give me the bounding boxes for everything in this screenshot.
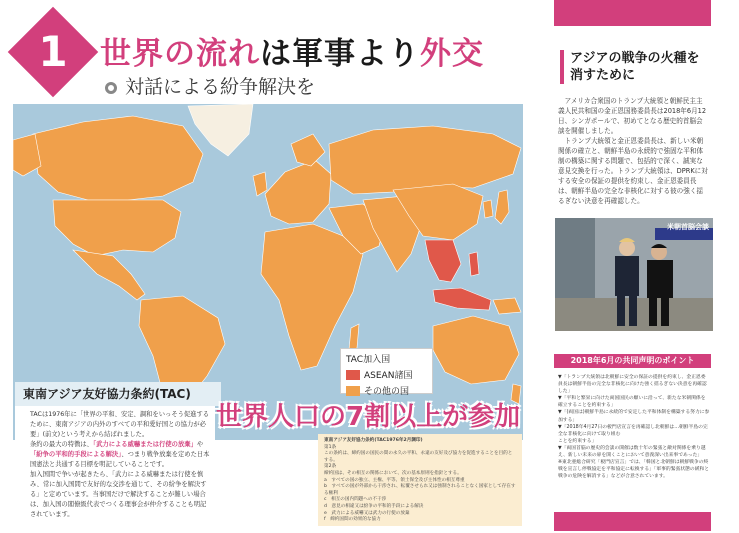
legend-label-asean: ASEAN諸国 xyxy=(364,371,413,381)
treaty-item: e 武力による威嚇又は武力の行使の放棄 xyxy=(324,510,410,516)
legend-swatch-other xyxy=(346,386,360,396)
russia-shape xyxy=(329,126,521,194)
treaty-item: d 意見の相違又は紛争の平和的手段による解決 xyxy=(324,503,424,509)
right-bottom-bar xyxy=(554,512,711,531)
section-number: 1 xyxy=(38,27,68,76)
title-part2: は軍事より xyxy=(260,36,420,72)
right-title-line-1: アジアの戦争の火種を xyxy=(570,51,700,66)
points-heading: 2018年6月の共同声明のポイント xyxy=(554,354,711,368)
summit-photo-graphic xyxy=(555,218,713,331)
page-subtitle xyxy=(105,72,315,99)
title-part1: 世界の流れ xyxy=(100,36,260,72)
tac-p2-c: や xyxy=(196,441,204,448)
points-item: ▼「(両国は)朝鮮半島に永続的で安定した平和体制を構築する努力に参加する」 xyxy=(558,410,710,423)
treaty-chapter-2: 第2条 xyxy=(324,464,337,470)
europe-shape xyxy=(265,160,331,224)
treaty-item: f 締約国間の効果的な協力 xyxy=(324,517,381,523)
treaty-text-1: この条約は、締約国の国民の間の永久の平和、永遠の友好及び協力を促進することを目的とする。 xyxy=(324,451,513,463)
asean-islands-shape xyxy=(433,288,491,310)
mexico-shape xyxy=(73,250,145,300)
legend-label-other: その他の国 xyxy=(364,387,410,397)
tac-heading: 東南アジア友好協力条約(TAC) xyxy=(15,382,221,406)
map-legend xyxy=(340,348,433,397)
tac-p2-highlight-2: 「紛争の平和的手段による解決」 xyxy=(30,451,122,458)
treaty-item: a すべての国の独立、主権、平等、領土保全及び主体性の相互尊重 xyxy=(324,477,465,483)
right-top-bar xyxy=(554,0,711,26)
points-item: ▼「両国首脳の歴史的会談の開催は数十年の緊張と敵対関係を乗り越え、新しい未来の扉を開くことにおいて意義深い出来事であった」 xyxy=(558,445,706,459)
ring-bullet-icon xyxy=(105,82,117,94)
madagascar-shape xyxy=(349,324,359,350)
papua-shape xyxy=(493,298,521,314)
tac-paragraph-1: TACは1976年に「世界の平和、安定、調和をいっそう促進するために、東南アジアの内外のすべての平和愛好国との協力が必要」(前文)という考えから結ばれました。 xyxy=(30,411,210,438)
tac-p2-highlight-1: 「武力による威嚇または行使の放棄」 xyxy=(92,441,197,448)
title-part3: 外交 xyxy=(420,36,484,72)
korea-shape xyxy=(483,200,493,218)
tac-p2-a: 条約の最大の特徴は、 xyxy=(30,441,93,448)
uk-shape xyxy=(253,172,267,196)
treaty-chapter-1: 第1条 xyxy=(324,444,337,450)
legend-title: TAC加入国 xyxy=(346,355,391,365)
points-item: ▼「2018年4月27日の板門店宣言を再確認し北朝鮮は…朝鮮半島の完全な非核化に向けて取り組む xyxy=(558,424,708,437)
legend-row-asean xyxy=(346,368,427,381)
scandinavia-shape xyxy=(291,134,325,166)
japan-shape xyxy=(495,190,509,224)
subtitle-text: 対話による紛争解決を xyxy=(125,76,316,98)
page-title xyxy=(100,28,484,73)
points-item: ▼「トランプ大統領は北朝鮮に安全の保証の提供を約束し、金正恩委員長は朝鮮半島の完全な非核化に向けた強く揺るぎない決意を再確認した」 xyxy=(558,375,707,395)
right-column-title xyxy=(560,50,699,84)
right-paragraph-2: トランプ大統領と金正恩委員長は、新しい米朝関係の確立と、朝鮮半島の永続的で強固な平和体制の構築に関する問題で、包括的で深く、誠実な意見交換を行った。トランプ大統領は、DPRKに対する安全の保証の提供を約束し、金正恩委員長は、朝鮮半島の完全な非核化に対する彼の強く揺るぎない決意を再確認した。 xyxy=(558,137,708,205)
legend-swatch-asean xyxy=(346,370,360,380)
points-list xyxy=(558,374,710,480)
points-item: ことを約束する」 xyxy=(558,438,597,444)
asean-philippines-shape xyxy=(469,252,479,276)
treaty-item: b すべての国が外部から干渉され、転覆させられ又は強制されることなく国家として存在する権利 xyxy=(324,484,516,496)
population-banner: 世界人口の7割以上が参加 xyxy=(216,402,521,432)
treaty-item: c 相互の国内問題への不干渉 xyxy=(324,497,387,503)
tac-body xyxy=(30,410,210,520)
tac-paragraph-3: 加入国間で争いが起きたら、「武力による威嚇または行使を慎み、常に加入国間で友好的な交渉を通じて、その紛争を解決する」と定めています。当事国だけで解決することが難しい場合は、加入国の閣僚級代表でつくる理事会が仲介することも明記されています。 xyxy=(30,471,207,518)
summit-photo xyxy=(555,218,713,331)
australia-shape xyxy=(433,316,519,384)
treaty-excerpt xyxy=(318,434,522,526)
right-column-body xyxy=(558,96,708,206)
treaty-title: 東南アジア友好協力条約(TAC1976年2月調印) xyxy=(324,438,423,443)
usa-shape xyxy=(53,200,181,256)
canada-shape xyxy=(33,116,203,200)
asean-mainland-shape xyxy=(425,240,461,282)
tac-p2-e: 、つまり戦争放棄を定めた日本国憲法と共通する目標を明記していることです。 xyxy=(30,451,210,468)
points-item: ▼「平和と繁栄に向けた両国国民の願いに沿って、新たな米朝関係を確立することを約束する」 xyxy=(558,396,706,409)
photo-caption: 米朝首脳会談 xyxy=(667,223,709,231)
tac-paragraph-2 xyxy=(30,440,210,470)
right-title-line-2: 消すために xyxy=(570,68,636,83)
points-item: ※東北亜総合研究「板門店宣言」では、「韓国と北朝鮮は朝鮮戦争の終戦を宣言し停戦協定を平和協定に転換する」「軍事的緊張状態の緩和と戦争の危険を解消する」などが合意されています。 xyxy=(558,460,710,480)
treaty-text-2: 締約国は、その相互の関係において、次の基本原則を指針とする。 xyxy=(324,470,462,476)
right-paragraph-1: アメリカ合衆国のトランプ大統領と朝鮮民主主義人民共和国の金正恩国務委員長は2018年6月12日、シンガポールで、初めてとなる歴史的首脳会談を開催しました。 xyxy=(558,97,707,135)
